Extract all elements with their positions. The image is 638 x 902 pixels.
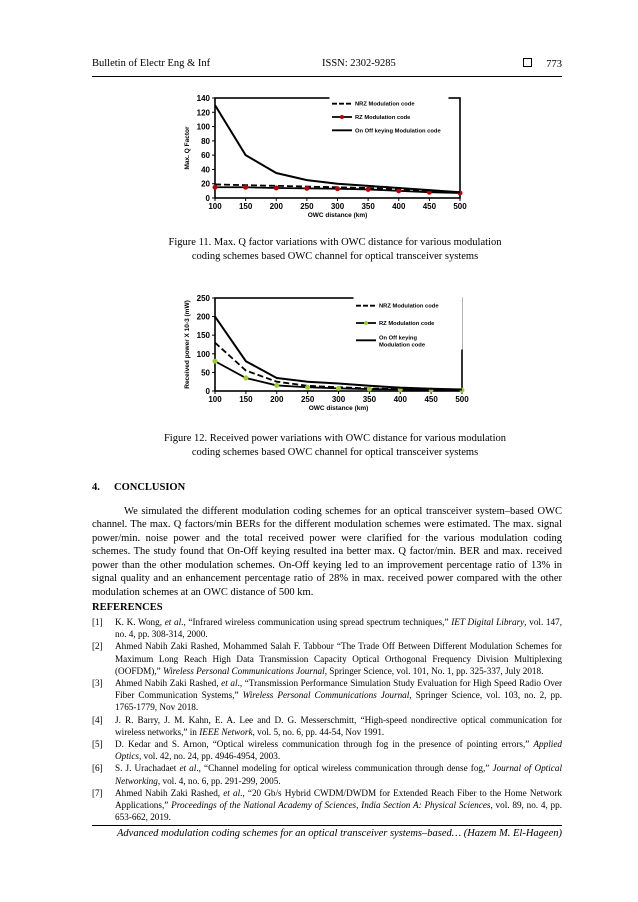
reference-number: [1]	[92, 617, 103, 627]
x-tick-label: 400	[393, 395, 407, 404]
reference-number: [6]	[92, 763, 103, 774]
figure-12-chart	[0, 288, 638, 428]
legend-marker	[364, 321, 368, 325]
series-point	[275, 383, 279, 387]
page-number: 773	[546, 59, 562, 70]
x-tick-label: 300	[330, 202, 345, 211]
y-tick-label: 100	[196, 122, 210, 132]
x-tick-label: 350	[361, 202, 375, 211]
references-list	[92, 616, 562, 823]
x-axis-label: OWC distance (km)	[307, 212, 368, 219]
y-tick-label: 80	[201, 136, 210, 146]
legend-label: RZ Modulation code	[355, 115, 411, 121]
figure-12-caption-line-2: coding schemes based OWC channel for optical transceiver systems	[191, 447, 479, 458]
legend-label: NRZ Modulation code	[379, 303, 439, 310]
y-tick-label: 50	[201, 368, 210, 378]
figure-11-caption	[140, 236, 530, 264]
y-axis-label: Received power X 10-3 (mW)	[184, 300, 191, 389]
y-tick-label: 40	[201, 165, 210, 175]
reference-item: [7] Ahmed Nabih Zaki Rashed, et al., “20 Gb/s Hybrid CWDM/DWDM for Extended Reach Fiber to the Home Network Applications,” Proceedings of the National Academy of Sciences, India Section A: Physical Sciences, vol. 89, no. 4, pp. 653-662, 2019.	[92, 787, 563, 823]
legend-label: On Off keying Modulation code	[355, 128, 441, 135]
reference-item: [1] K. K. Wong, et al., “Infrared wireless communication using spread spectrum techniques,” IET Digital Library, vol. 147, no. 4, pp. 308-314, 2000.	[92, 617, 563, 640]
figure-11-chart	[0, 88, 638, 228]
issn: ISSN: 2302-9285	[322, 58, 396, 69]
x-tick-label: 450	[424, 395, 438, 404]
x-tick-label: 100	[208, 395, 222, 404]
series-point	[306, 385, 310, 389]
x-tick-label: 100	[208, 202, 222, 211]
series-point	[213, 185, 217, 189]
figure-12-caption-line-1: Figure 12. Received power variations with OWC distance for various modulation	[163, 433, 507, 444]
y-tick-label: 150	[196, 331, 210, 341]
y-tick-label: 120	[196, 108, 210, 118]
series-point	[337, 386, 341, 390]
y-tick-label: 0	[205, 194, 210, 203]
x-tick-label: 150	[238, 202, 253, 211]
x-tick-label: 150	[239, 395, 253, 404]
x-axis-label: OWC distance (km)	[308, 405, 369, 412]
page-header	[92, 58, 562, 76]
x-tick-label: 250	[300, 202, 314, 211]
x-tick-label: 400	[392, 202, 406, 211]
series-point	[366, 187, 370, 191]
figure-12-caption	[140, 432, 530, 460]
y-tick-label: 60	[201, 151, 210, 161]
legend-label: On Off keying Modulation code	[379, 335, 426, 349]
conclusion-paragraph: We simulated the different modulation coding schemes for an optical transceiver system–based OWC channel. The max. Q factors/min BERs for the different modulation schemes were estimated. The max. signal power/min. noise power and the total received power were clarified for the various modulation coding schemes. The study found that On-Off keying resulted ina better max. Q factor/min. BER and max. received power than the other modulation schemes. On-Off keying led to an improvement percentage ratio of 13% in signal quality and an enhancement percentage ratio of 28% in max. received power compared with the other modulation schemes at an OWC distance of 500 km.	[92, 505, 562, 599]
footer-rule	[92, 825, 562, 826]
references-heading: REFERENCES	[92, 602, 163, 613]
journal-name: Bulletin of Electr Eng & Inf	[92, 58, 211, 69]
section-heading	[92, 482, 185, 493]
x-tick-label: 200	[270, 395, 284, 404]
legend-marker	[340, 115, 344, 119]
reference-item: [5] D. Kedar and S. Arnon, “Optical wireless communication through fog in the presence of pointing errors,” Applied Optics, vol. 42, no. 24, pp. 4946-4954, 2003.	[92, 739, 562, 762]
series-point	[336, 187, 340, 191]
series-point	[305, 186, 309, 190]
y-tick-label: 140	[196, 94, 210, 103]
x-tick-label: 200	[269, 202, 283, 211]
reference-number: [2]	[92, 641, 103, 652]
y-tick-label: 200	[196, 312, 210, 322]
y-tick-label: 250	[196, 294, 210, 303]
page-number-block	[523, 58, 562, 70]
y-tick-label: 0	[205, 387, 210, 396]
checkbox-icon	[523, 58, 532, 67]
reference-item: [4] J. R. Barry, J. M. Kahn, E. A. Lee and D. G. Messerschmitt, “High-speed nondirective optical communication for wireless networks,” in IEEE Network, vol. 5, no. 6, pp. 44-54, Nov 1991.	[92, 714, 562, 737]
section-number: 4.	[92, 482, 100, 493]
reference-number: [3]	[92, 678, 103, 689]
reference-number: [7]	[92, 787, 103, 798]
x-tick-label: 450	[422, 202, 437, 211]
reference-item: [3] Ahmed Nabih Zaki Rashed, et al., “Transmission Performance Simulation Study Evaluation for High Speed Radio Over Fiber Communication Systems,” Wireless Personal Communications Journal, Springer Science, vol. 103, no. 2, pp. 1765-1779, Nov 2018.	[92, 678, 563, 713]
y-axis-label: Max. Q Factor	[184, 126, 191, 170]
series-point	[274, 186, 278, 190]
series-point	[244, 376, 248, 380]
page-footer: Advanced modulation coding schemes for an optical transceiver systems–based… (Hazem M. El-Hageen)	[117, 828, 562, 839]
figure-11-caption-line-1: Figure 11. Max. Q factor variations with OWC distance for various modulation	[168, 237, 502, 248]
x-tick-label: 500	[455, 395, 469, 404]
reference-item: [2] Ahmed Nabih Zaki Rashed, Mohammed Salah F. Tabbour “The Trade Off Between Different Modulation Schemes for Maximum Long Reach High Data Transmission Capacity Optical Orthogonal Frequency Division Multiplexing (OOFDM),” Wireless Personal Communications Journal, Springer Science, vol. 101, No. 1, pp. 325-337, July 2018.	[92, 641, 562, 676]
legend-label: NRZ Modulation code	[355, 101, 415, 108]
legend-label: RZ Modulation code	[379, 321, 435, 327]
x-tick-label: 250	[300, 395, 315, 404]
reference-item: [6] S. J. Urachadaet et al., “Channel modeling for optical wireless communication through dense fog,” Journal of Optical Networking, vol. 4, no. 6, pp. 291-299, 2005.	[92, 763, 563, 786]
series-point	[397, 189, 401, 193]
reference-number: [5]	[92, 739, 103, 750]
reference-number: [4]	[92, 714, 103, 725]
x-tick-label: 500	[453, 202, 467, 211]
series-point	[367, 387, 371, 391]
x-tick-label: 350	[362, 395, 377, 404]
y-tick-label: 100	[196, 349, 210, 359]
series-point	[213, 359, 217, 363]
x-tick-label: 300	[331, 395, 346, 404]
series-point	[244, 185, 248, 189]
section-title: CONCLUSION	[114, 482, 186, 493]
figure-11-caption-line-2: coding schemes based OWC channel for optical transceiver systems	[191, 251, 479, 262]
y-tick-label: 20	[201, 179, 210, 189]
header-rule	[92, 76, 562, 77]
